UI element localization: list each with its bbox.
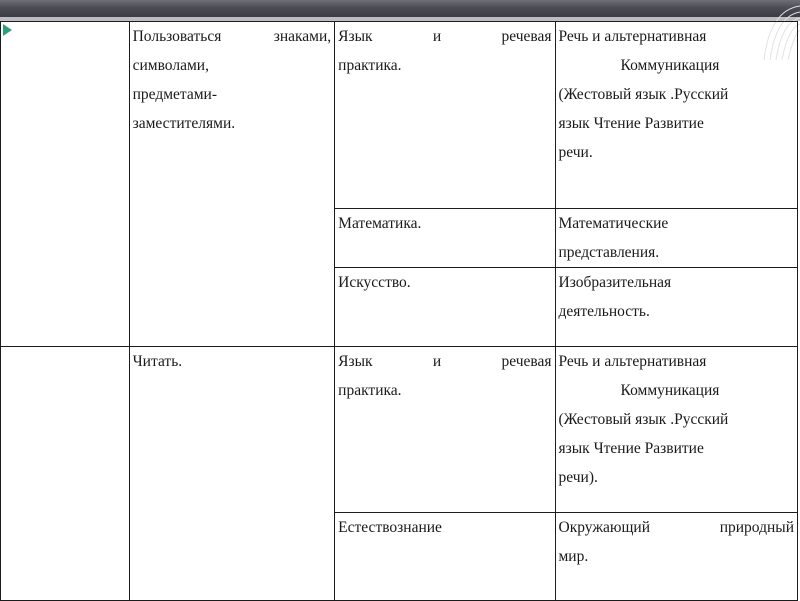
curriculum-table (0, 21, 798, 601)
skill-cell: Читать. (129, 347, 335, 601)
course-cell: Речь и альтернативная Коммуникация (Жестовый язык .Русский язык Чтение Развитие речи. (555, 22, 798, 209)
subject-cell: Искусство. (335, 268, 555, 347)
table-row (1, 22, 798, 209)
empty-cell (1, 22, 130, 347)
subject-cell: Естествознание (335, 513, 555, 601)
subject-cell: Язык и речевая практика. (335, 347, 555, 513)
course-cell: Речь и альтернативная Коммуникация (Жестовый язык .Русский язык Чтение Развитие речи). (555, 347, 798, 513)
top-title-bar (0, 0, 800, 17)
subject-cell: Математика. (335, 209, 555, 268)
course-cell: Изобразительная деятельность. (555, 268, 798, 347)
skill-cell: Пользоваться знаками, символами, предметами- заместителями. (129, 22, 335, 347)
table-row (1, 347, 798, 513)
course-cell: Окружающий природный мир. (555, 513, 798, 601)
course-cell: Математические представления. (555, 209, 798, 268)
empty-cell (1, 347, 130, 601)
subject-cell: Язык и речевая практика. (335, 22, 555, 209)
